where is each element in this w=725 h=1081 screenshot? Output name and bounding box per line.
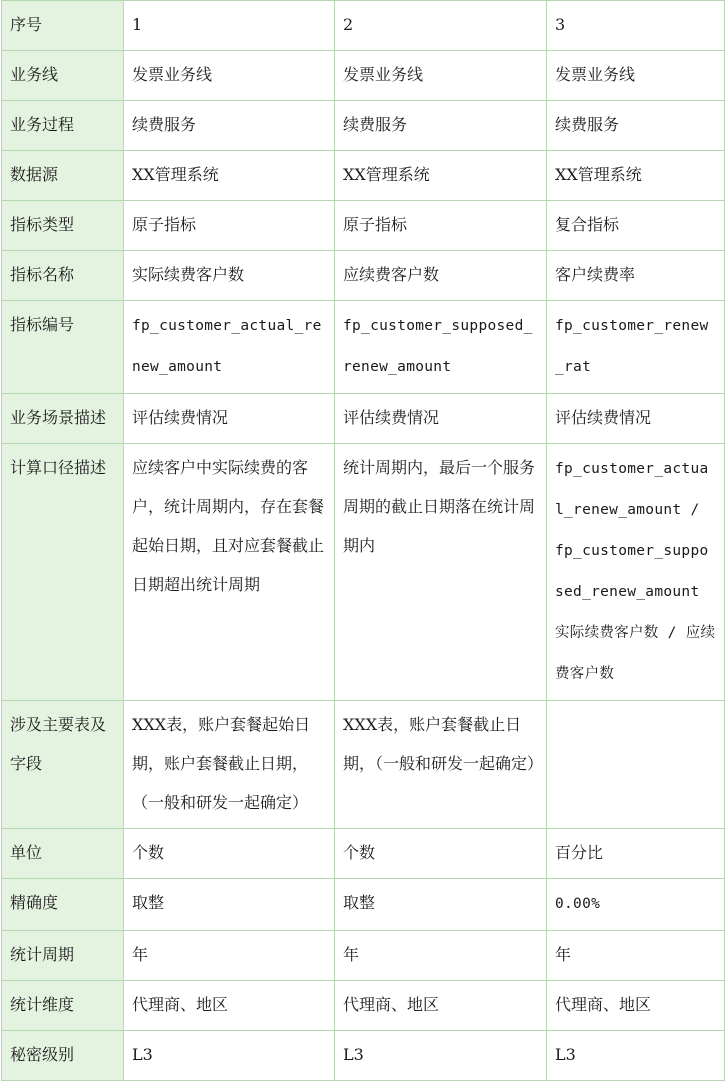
table-row-unit xyxy=(2,829,725,879)
cell-data-source-3: XX管理系统 xyxy=(547,151,725,201)
table-row-calculation xyxy=(2,444,725,701)
cell-metric-code-2 xyxy=(335,301,547,394)
table-row-period xyxy=(2,931,725,981)
cell-unit-2: 个数 xyxy=(335,829,547,879)
row-label: 涉及主要表及字段 xyxy=(2,701,124,829)
cell-business-process-3: 续费服务 xyxy=(547,101,725,151)
cell-business-line-3: 发票业务线 xyxy=(547,51,725,101)
cell-source-tables-1: XXX表，账户套餐起始日期，账户套餐截止日期，（一般和研发一起确定） xyxy=(124,701,335,829)
cell-unit-3: 百分比 xyxy=(547,829,725,879)
table-row-metric-type xyxy=(2,201,725,251)
table-row-index xyxy=(2,1,725,51)
cell-security-level-3: L3 xyxy=(547,1031,725,1081)
cell-dimension-3: 代理商、地区 xyxy=(547,981,725,1031)
row-label: 数据源 xyxy=(2,151,124,201)
cell-precision-3 xyxy=(547,879,725,931)
table-row-data-source xyxy=(2,151,725,201)
code-text: fp_customer_renew_rat xyxy=(555,318,709,375)
cell-business-line-2: 发票业务线 xyxy=(335,51,547,101)
cell-dimension-1: 代理商、地区 xyxy=(124,981,335,1031)
row-label: 计算口径描述 xyxy=(2,444,124,701)
table-body xyxy=(2,1,725,1081)
table-row-metric-name xyxy=(2,251,725,301)
cell-source-tables-3 xyxy=(547,701,725,829)
row-label: 指标类型 xyxy=(2,201,124,251)
formula-text: fp_customer_actual_renew_amount / fp_customer_supposed_renew_amount 实际续费客户数 / 应续费客户数 xyxy=(555,461,716,682)
cell-data-source-2: XX管理系统 xyxy=(335,151,547,201)
table-row-precision xyxy=(2,879,725,931)
cell-calculation-1: 应续客户中实际续费的客户，统计周期内，存在套餐起始日期，且对应套餐截止日期超出统计周期 xyxy=(124,444,335,701)
cell-metric-type-3: 复合指标 xyxy=(547,201,725,251)
precision-text: 0.00% xyxy=(555,896,601,912)
cell-business-line-1: 发票业务线 xyxy=(124,51,335,101)
table-row-source-tables xyxy=(2,701,725,829)
code-text: fp_customer_supposed_renew_amount xyxy=(343,318,533,375)
row-label: 精确度 xyxy=(2,879,124,931)
cell-index-2: 2 xyxy=(335,1,547,51)
row-label: 统计周期 xyxy=(2,931,124,981)
cell-security-level-2: L3 xyxy=(335,1031,547,1081)
cell-metric-name-2: 应续费客户数 xyxy=(335,251,547,301)
cell-period-3: 年 xyxy=(547,931,725,981)
row-label: 秘密级别 xyxy=(2,1031,124,1081)
table-row-scenario xyxy=(2,394,725,444)
row-label: 序号 xyxy=(2,1,124,51)
cell-scenario-2: 评估续费情况 xyxy=(335,394,547,444)
table-row-security-level xyxy=(2,1031,725,1081)
cell-calculation-2: 统计周期内，最后一个服务周期的截止日期落在统计周期内 xyxy=(335,444,547,701)
table-row-business-line xyxy=(2,51,725,101)
cell-dimension-2: 代理商、地区 xyxy=(335,981,547,1031)
cell-index-3: 3 xyxy=(547,1,725,51)
row-label: 指标编号 xyxy=(2,301,124,394)
metric-definition-table xyxy=(1,0,725,1081)
table-row-dimension xyxy=(2,981,725,1031)
cell-metric-name-3: 客户续费率 xyxy=(547,251,725,301)
cell-metric-code-3 xyxy=(547,301,725,394)
cell-metric-type-1: 原子指标 xyxy=(124,201,335,251)
cell-calculation-3 xyxy=(547,444,725,701)
row-label: 业务场景描述 xyxy=(2,394,124,444)
cell-precision-1: 取整 xyxy=(124,879,335,931)
cell-scenario-1: 评估续费情况 xyxy=(124,394,335,444)
cell-metric-code-1 xyxy=(124,301,335,394)
row-label: 统计维度 xyxy=(2,981,124,1031)
cell-scenario-3: 评估续费情况 xyxy=(547,394,725,444)
row-label: 指标名称 xyxy=(2,251,124,301)
table-row-metric-code xyxy=(2,301,725,394)
table-row-business-process xyxy=(2,101,725,151)
row-label: 业务过程 xyxy=(2,101,124,151)
cell-unit-1: 个数 xyxy=(124,829,335,879)
cell-index-1: 1 xyxy=(124,1,335,51)
row-label: 单位 xyxy=(2,829,124,879)
cell-metric-name-1: 实际续费客户数 xyxy=(124,251,335,301)
cell-source-tables-2: XXX表，账户套餐截止日期，（一般和研发一起确定） xyxy=(335,701,547,829)
cell-precision-2: 取整 xyxy=(335,879,547,931)
cell-business-process-2: 续费服务 xyxy=(335,101,547,151)
row-label: 业务线 xyxy=(2,51,124,101)
cell-data-source-1: XX管理系统 xyxy=(124,151,335,201)
cell-security-level-1: L3 xyxy=(124,1031,335,1081)
cell-period-2: 年 xyxy=(335,931,547,981)
code-text: fp_customer_actual_renew_amount xyxy=(132,318,322,375)
cell-period-1: 年 xyxy=(124,931,335,981)
cell-metric-type-2: 原子指标 xyxy=(335,201,547,251)
cell-business-process-1: 续费服务 xyxy=(124,101,335,151)
